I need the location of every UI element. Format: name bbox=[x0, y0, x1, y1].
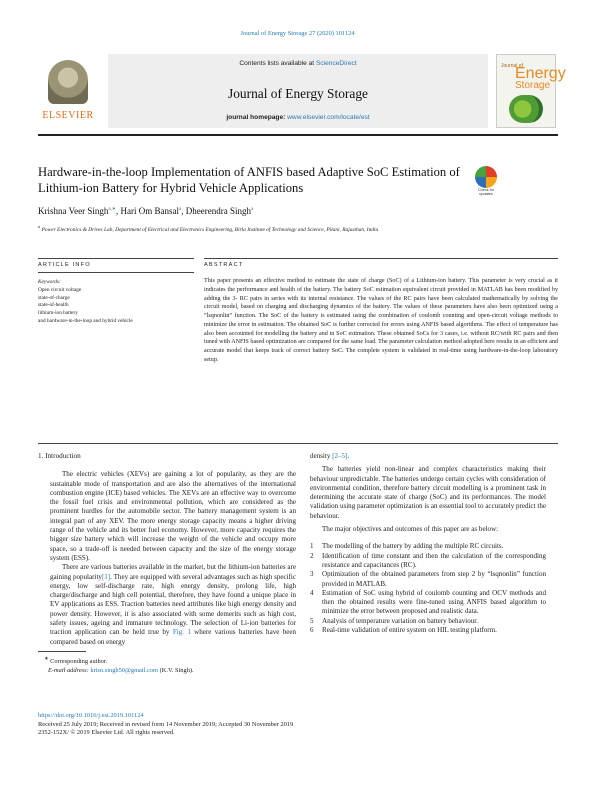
author-marks[interactable]: a,∗ bbox=[108, 207, 116, 212]
objectives-list bbox=[310, 542, 546, 635]
cover-text-top: Journal of bbox=[501, 63, 523, 69]
body-column-left bbox=[38, 452, 296, 647]
paragraph: The batteries yield non-linear and complex characteristics making their behaviour unpredictable. The batteries undergo certain cycles with consideration of environmental condition, therefore battery circuit modelling is a prominent task in determining the accurate state of charge (SoC) and its performances. The model validation using parameter optimization is an essential tool to accurately predict the behaviour. bbox=[310, 465, 546, 520]
keywords-block bbox=[38, 279, 194, 326]
paragraph-text: There are various batteries available in the market, but the lithium-ion batteries are gaining popularity bbox=[50, 563, 296, 581]
article-info-heading: ARTICLE INFO bbox=[38, 262, 91, 268]
check-for-updates-button[interactable] bbox=[472, 166, 500, 196]
doi-link[interactable]: https://doi.org/10.1016/j.est.2019.101124 bbox=[38, 712, 144, 719]
abstract-text: This paper presents an effective method to estimate the state of charge (SoC) of a Lithium-ion battery. This parameter is very crucial as it indicates the performance and health of the battery. The battery SoC estimation equivalent circuit provided in MATLAB has been modified by adding the 3- RC pairs in series with its internal resistance. The values of the RC pairs have been calculated mathematically by solving the circuit model, based on charging and discharging dynamics of the battery. The values of these parameters have also been optimized using a “lsqnonlin” function. The SoC of the battery is estimated using the combination of coulomb counting and open-circuit voltage methods to minimize the error in estimation. The obtained SoC is further corrected for errors using ANFIS based algorithms. The effect of temperature has also been accounted for modelling the battery and in SoC estimation. These obtained SoCs for 3 cases, i.e. without RC/with RC pairs and then tuned with ANFIS based optimization are compared for the same load. The parameter calculation method adopted here results in an efficient and accurate model that keeps track of correct battery SoC. The complete system is validated in real-time using hardware-in-the-loop laboratory setup. bbox=[204, 278, 558, 363]
footnote bbox=[38, 655, 338, 675]
email-label: E-mail address: bbox=[48, 666, 91, 674]
list-item bbox=[310, 589, 546, 617]
list-text: Optimization of the obtained parameters from step 2 by “lsqnonlin” function provided in MATLAB. bbox=[322, 570, 546, 588]
body-column-right bbox=[310, 452, 546, 635]
list-text: The modelling of the battery by adding the multiple RC circuits. bbox=[322, 542, 504, 551]
elsevier-logo[interactable] bbox=[38, 58, 98, 124]
list-number: 5 bbox=[310, 616, 314, 625]
affiliation-mark: a bbox=[38, 224, 41, 229]
list-item bbox=[310, 570, 546, 589]
received-dates: Received 25 July 2019; Received in revised form 14 November 2019; Accepted 30 November 2019 bbox=[38, 720, 294, 728]
paragraph: The major objectives and outcomes of this paper are as below: bbox=[322, 525, 499, 534]
affiliation-text: Power Electronics & Drives Lab, Department of Electrical and Electronics Engineering, Birla Institute of Technology and Science, Pilani, Rajasthan, India bbox=[41, 226, 379, 233]
elsevier-tree-icon bbox=[48, 60, 88, 104]
journal-cover-image[interactable] bbox=[496, 54, 566, 128]
citation-link[interactable]: [1] bbox=[101, 572, 111, 581]
list-item bbox=[310, 617, 546, 626]
publication-info bbox=[38, 712, 438, 738]
footnote-rule bbox=[38, 651, 86, 652]
list-number: 4 bbox=[310, 588, 314, 597]
cover-text-energy: Energy bbox=[515, 65, 566, 82]
paragraph-text: . They are equipped with several advantages such as high specific energy, low self-discharge rate, high energy density, prolong life, high charge/discharge and high cell potential, therefore, they have found a unique place in EV applications as ESS. Traction batteries need attributes like high energy density and power density. However, it is also associated with some demerits such as high cost, safety issues, ageing and immature technology. The selection of Li-ion batteries for traction application can be held true by bbox=[50, 572, 296, 637]
article-info-rule-lower bbox=[38, 272, 194, 273]
email-line bbox=[38, 667, 338, 676]
elsevier-wordmark: ELSEVIER bbox=[42, 110, 94, 121]
check-updates-line2: updates bbox=[479, 192, 493, 197]
corresponding-label: Corresponding author. bbox=[50, 658, 108, 666]
homepage-link[interactable]: www.elsevier.com/locate/est bbox=[287, 114, 370, 121]
section-heading: 1. Introduction bbox=[38, 452, 81, 460]
author-list: Krishna Veer Singh$^{a,∗}$, Hari Om Bansal$^a$, Dheerendra Singh$^a$ bbox=[38, 206, 254, 216]
paragraph bbox=[50, 563, 296, 647]
email-link[interactable]: krisn.singh50@gmail.com bbox=[90, 666, 159, 674]
citation-link[interactable]: [2–5] bbox=[332, 452, 348, 460]
paragraph bbox=[310, 452, 546, 461]
paragraph: The electric vehicles (XEVs) are gaining a lot of popularity, as they are the sustainable mode of transportation and are also the alternatives of the international combustion engine (ICE) based vehicles. The XEVs are an effective way to overcome the fossil fuel crisis and environmental pollution, which are considered as the prominent hurdles for the automobile sector. The battery management system is an integral part of any XEV. The more energy storage capacity means a higher driving range of the vehicle and its better fuel economy. However, more capacity requires the bigger size battery which will increase the weight of the vehicle and occupy more space, so a trade-off is needed between capacity and the size of the energy storage system (ESS). bbox=[50, 470, 296, 562]
journal-citation[interactable]: Journal of Energy Storage 27 (2020) 101124 bbox=[240, 30, 355, 37]
header-divider bbox=[38, 134, 558, 136]
keyword: and hardware-in-the-loop and hybrid vehicle bbox=[38, 317, 133, 324]
check-updates-line1: Check for bbox=[477, 188, 495, 192]
author-marks[interactable]: a bbox=[250, 207, 254, 212]
list-item bbox=[310, 626, 546, 635]
corresponding-line bbox=[38, 655, 338, 667]
sciencedirect-link[interactable]: ScienceDirect bbox=[315, 60, 357, 67]
contents-prefix: Contents lists available at bbox=[239, 60, 316, 67]
list-text: Real-time validation of entire system on HIL testing platform. bbox=[322, 626, 497, 635]
author-name[interactable]: Dheerendra Singh bbox=[185, 206, 251, 216]
keywords-label: Keywords: bbox=[38, 279, 61, 285]
author-marks[interactable]: a bbox=[179, 207, 182, 212]
cover-graphic bbox=[509, 95, 543, 123]
keyword: lithium-ion battery bbox=[38, 310, 78, 317]
paragraph-text: density bbox=[310, 452, 333, 460]
abstract-bottom-rule bbox=[38, 443, 558, 444]
abstract-heading: ABSTRACT bbox=[204, 262, 244, 268]
header-band bbox=[108, 54, 488, 128]
list-item bbox=[310, 542, 546, 551]
abstract-rule bbox=[204, 258, 558, 259]
paragraph-text: . bbox=[347, 452, 350, 460]
list-text: Identification of time constant and then the calculation of the corresponding resistance and capacitances (RC). bbox=[322, 551, 546, 569]
homepage-label: journal homepage: bbox=[226, 114, 288, 121]
contents-line bbox=[108, 60, 488, 67]
list-number: 3 bbox=[310, 570, 314, 579]
footnote-mark: ∗ bbox=[44, 656, 49, 662]
keyword: Open circuit voltage bbox=[38, 286, 82, 293]
affiliation bbox=[38, 224, 558, 233]
paper-title: Hardware-in-the-loop Implementation of ANFIS based Adaptive SoC Estimation of Lithium-ion Battery for Hybrid Vehicle Applications bbox=[38, 165, 460, 195]
paragraph-text: where various batteries have been compared based on energy bbox=[50, 628, 296, 646]
list-text: Estimation of SoC using hybrid of coulomb counting and OCV methods and then the obtained results were fine-tuned using ANFIS based algorithm to minimize the error between proposed and realistic data. bbox=[322, 588, 546, 616]
journal-header bbox=[38, 54, 566, 128]
journal-title: Journal of Energy Storage bbox=[228, 86, 368, 101]
figure-link[interactable]: Fig. 1 bbox=[172, 628, 191, 637]
list-number: 1 bbox=[310, 542, 314, 551]
cover-text-storage: Storage bbox=[515, 80, 551, 91]
list-number: 6 bbox=[310, 626, 314, 635]
copyright: 2352-152X/ © 2019 Elsevier Ltd. All rights reserved. bbox=[38, 729, 175, 737]
keyword: state-of-health bbox=[38, 302, 69, 309]
homepage-line bbox=[108, 114, 488, 121]
keyword: state-of-charge bbox=[38, 294, 70, 301]
list-text: Analysis of temperature variation on battery behaviour. bbox=[322, 616, 478, 625]
list-number: 2 bbox=[310, 551, 314, 560]
check-updates-icon bbox=[475, 166, 497, 188]
author-name[interactable]: Hari Om Bansal bbox=[120, 206, 179, 216]
article-info-rule bbox=[38, 258, 194, 259]
author-name[interactable]: Krishna Veer Singh bbox=[38, 206, 109, 216]
list-item bbox=[310, 552, 546, 571]
email-suffix: (K.V. Singh). bbox=[158, 666, 194, 674]
